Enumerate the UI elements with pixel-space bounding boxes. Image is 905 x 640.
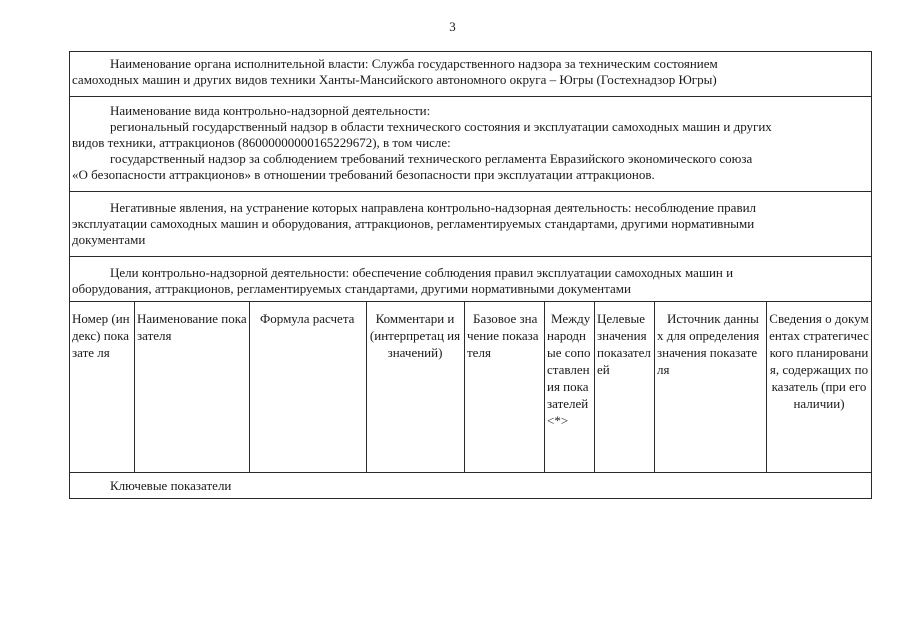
goals-line-1: Цели контрольно-надзорной деятельности: обеспечение соблюдения правил эксплуатации самоходных машин и	[110, 265, 734, 280]
row-divider	[69, 96, 872, 97]
header-data-source: Источник данных для определения значения показателя	[657, 311, 760, 377]
column-divider	[249, 301, 250, 472]
activity-paragraph-2a: государственный надзор за соблюдением требований технического регламента Евразийского экономического союза	[110, 151, 753, 166]
header-number: Номер (индекс) показате ля	[72, 311, 130, 360]
key-indicators-label: Ключевые показатели	[110, 478, 232, 493]
column-divider	[766, 301, 767, 472]
activity-paragraph-2b: «О безопасности аттракционов» в отношении требований безопасности при эксплуатации аттракционов.	[72, 167, 655, 182]
column-divider	[544, 301, 545, 472]
header-name: Наименование показателя	[137, 311, 247, 343]
column-divider	[594, 301, 595, 472]
activity-section	[72, 103, 869, 183]
column-divider	[654, 301, 655, 472]
goals-section	[72, 265, 869, 297]
activity-heading: Наименование вида контрольно-надзорной деятельности:	[110, 103, 431, 118]
authority-line-1: Наименование органа исполнительной власти: Служба государственного надзора за техническим состоянием	[110, 56, 718, 71]
header-international-comparison: Международные сопоставления показателей <*>	[547, 311, 591, 428]
goals-line-2: оборудования, аттракционов, регламентируемых стандартами, другими нормативными документами	[72, 281, 631, 296]
row-divider	[69, 256, 872, 257]
row-divider	[69, 472, 872, 473]
column-divider	[464, 301, 465, 472]
negative-line-3: документами	[72, 232, 146, 247]
header-base-value: Базовое значение показателя	[467, 311, 539, 360]
row-divider	[69, 301, 872, 302]
authority-line-2: самоходных машин и других видов техники Ханты-Мансийского автономного округа – Югры (Гостехнадзор Югры)	[72, 72, 717, 87]
negative-line-1: Негативные явления, на устранение которых направлена контрольно-надзорная деятельность: несоблюдение правил	[110, 200, 757, 215]
authority-section	[72, 56, 869, 88]
header-strategic-documents: Сведения о документах стратегического планирования, содержащих показатель (при его наличии)	[769, 311, 869, 411]
row-divider	[69, 191, 872, 192]
header-formula: Формула расчета	[260, 311, 355, 326]
page-number: 3	[449, 19, 456, 34]
header-target-values: Целевые значения показателей	[597, 311, 651, 377]
negative-phenomena-section	[72, 200, 869, 248]
activity-paragraph-1a: региональный государственный надзор в области технического состояния и эксплуатации самоходных машин и других	[110, 119, 772, 134]
column-divider	[366, 301, 367, 472]
header-comments: Комментари и (интерпретац ия значений)	[369, 311, 461, 360]
column-divider	[134, 301, 135, 472]
activity-paragraph-1b: видов техники, аттракционов (86000000000165229672), в том числе:	[72, 135, 451, 150]
negative-line-2: эксплуатации самоходных машин и оборудования, аттракционов, регламентируемых стандартами, другими нормативными	[72, 216, 755, 231]
